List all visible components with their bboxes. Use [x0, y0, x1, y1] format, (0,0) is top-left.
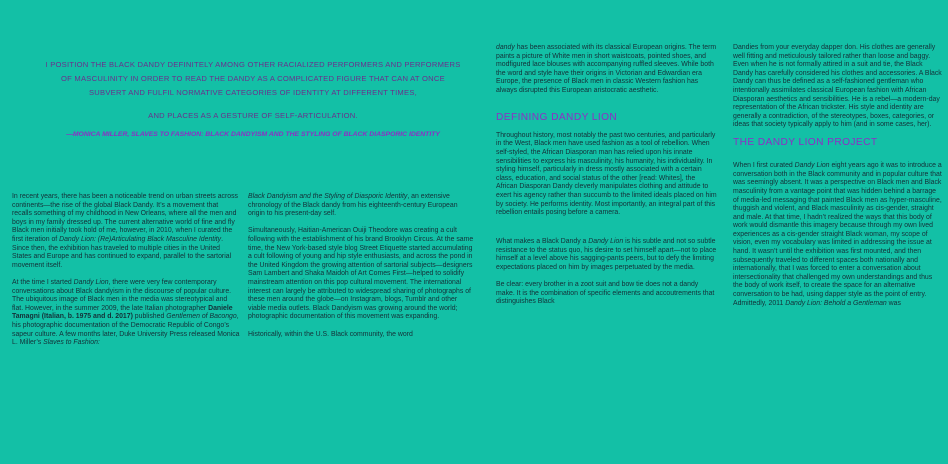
- body-column-1: [12, 193, 240, 356]
- pull-quote-text: I POSITION THE BLACK DANDY DEFINITELY AMONG OTHER RACIALIZED PERFORMERS AND PERFORMERS OF MASCULINITY IN ORDER TO READ THE DANDY AS A COMPLICATED FIGURE THAT CAN AT ONCE SUBVERT AND FULFIL NORMATIVE CATEGORIES OF IDENTITY AT DIFFERENT TIMES,: [45, 60, 461, 97]
- paragraph: In recent years, there has been a noticeable trend on urban streets across continents—the rise of the global Black Dandy. It’s a movement that recalls something of my childhood in New Orleans, where all the men and boys in my family dressed up. The current alternative world of fine and fly Black men initially took hold of me, however, in 2010, when I curated the first iteration of Dandy Lion: (Re)Articulating Black Masculine Identity. Since then, the exhibition has traveled to multiple cities in the United States and Europe and has continued to expand, parallel to the sartorial movement itself.: [12, 193, 238, 269]
- paragraph: Throughout history, most notably the past two centuries, and particularly in the West, Black men have used fashion as a tool of rebellion. When self-styled, the African Diasporan man has relied upon his innate sensibilities to express his masculinity, his humanity, his individuality. In styling himself, particularly in dress mostly associated with a certain class, education, and social status of the other [read: Whites], the African Diasporan Dandy cleverly manipulates clothing and attitude to exert his agency rather than succumb to the limited ideals placed on him by society. He performs identity. Most importantly, an integral part of this rebellion entails posing before a camera.: [496, 131, 717, 217]
- body-column-3: [496, 44, 718, 316]
- paragraph: Historically, within the U.S. Black community, the word: [248, 330, 413, 338]
- paragraph: dandy has been associated with its classical European origins. The term paints a picture of White men in short waistcoats, pointed shoes, and modfigured lace blouses with accompanying ruffled sleeves. While both the word and style have their origins in Victorian and Edwardian era Europe, the presence of Black men in classic Western fashion has always disrupted this European aristocratic aesthetic.: [496, 44, 717, 94]
- section-heading-defining-dandy-lion: DEFINING DANDY LION: [496, 112, 618, 124]
- paragraph: At the time I started Dandy Lion, there were very few contemporary conversations about Black dandyism in the discourse of popular culture. The ubiquitous image of Black men in the media was stereotypical and flat. However, in the summer 2009, the late Italian photographer Daniele Tamagni (Italian, b. 1975 and d. 2017) published Gentlemen of Bacongo, his photographic documentation of the Democratic Republic of Congo’s sapeur culture. A few months later, Duke University Press released Monica L. Miller’s Slaves to Fashion:: [12, 278, 240, 347]
- pull-quote-attribution: —MONICA MILLER, SLAVES TO FASHION: BLACK DANDYISM AND THE STYLING OF BLACK DIASPORIC IDENTITY: [66, 131, 440, 138]
- paragraph: Black Dandyism and the Styling of Diasporic Identity, an extensive chronology of the Black dandy from his eighteenth-century European origin to his present-day self.: [248, 193, 458, 218]
- body-column-4: [733, 44, 943, 317]
- pull-quote: [44, 58, 462, 132]
- pull-quote-text-end: AND PLACES AS A GESTURE OF SELF-ARTICULATION.: [148, 111, 358, 120]
- paragraph: When I first curated Dandy Lion eight years ago it was to introduce a conversation both in the Black community and in popular culture that was seemingly absent. It was a perspective on Black men and Black masculinity from a vantage point that was hidden behind a barrage of media-led messaging that painted Black men as hyper-masculine, thuggish and violent, and Black masculinity as cis-gender, straight and male. At that time, I hadn’t realized the ways that this body of work would dismantle this imagery because through my own lived experiences as a cis-gender straight Black woman, my scope of vision, even my vocabulary was limited in addressing the issue at hand. It wasn’t until the exhibition was first mounted, and then subsequently traveled to different spaces both nationally and internationally, that I was forced to enter a conversation about intersectionality that challenged my own understandings and thus the body of work itself, to create the space for an alternative conversation to be had, using dapper style as the point of entry. Admittedly, 2011 Dandy Lion: Behold a Gentleman was: [733, 162, 942, 307]
- paragraph: Simultaneously, Haitian-American Ouiji Theodore was creating a cult following with the establishment of his brand Brooklyn Circus. At the same time, the New York-based style blog Street Etiquette started accumulating a cult following of young and hip style enthusiasts, and across the pond in the United Kingdom the growing attention of sartorial subjects—designers Sam Lambert and Shaka Maidoh of Art Comes First—helped to solidify mainstream attention on this pop cultural movement. The international interest can largely be attributed to widespread sharing of photographs of these men around the globe—on Instagram, blogs, Tumblr and other viable media outlets. Black Dandyism was growing around the world; photographic documentation of this movement was expanding.: [248, 227, 474, 321]
- paragraph: Dandies from your everyday dapper don. His clothes are generally well fitting and meticulously tailored rather than loose and baggy. Even when he is not formally attired in a suit and tie, the Black Dandy has carefully considered his clothes and accessories. A Black Dandy can thus be defined as a self-fashioned gentleman who intentionally assimilates classical European fashion with African Diasporan aesthetics and sensibilities. He is a rebel—a modern-day representation of the African trickster. His style and identity are generally a contradiction, of the stereotypes, boxes, categories, or ideas that society typically apply to him (and in some cases, her).: [733, 44, 942, 129]
- body-column-2: [248, 193, 476, 348]
- paragraph: Be clear: every brother in a zoot suit and bow tie does not a dandy make. It is the combination of specific elements and accoutrements that distinguishes Black: [496, 281, 715, 306]
- paragraph: What makes a Black Dandy a Dandy Lion is his subtle and not so subtle resistance to the status quo, his desire to set himself apart—not to place himself at a level above his sagging-pants peers, but to defy the limiting expectations placed on him by images perpetuated by the media.: [496, 238, 717, 272]
- section-heading-dandy-lion-project: THE DANDY LION PROJECT: [733, 136, 878, 148]
